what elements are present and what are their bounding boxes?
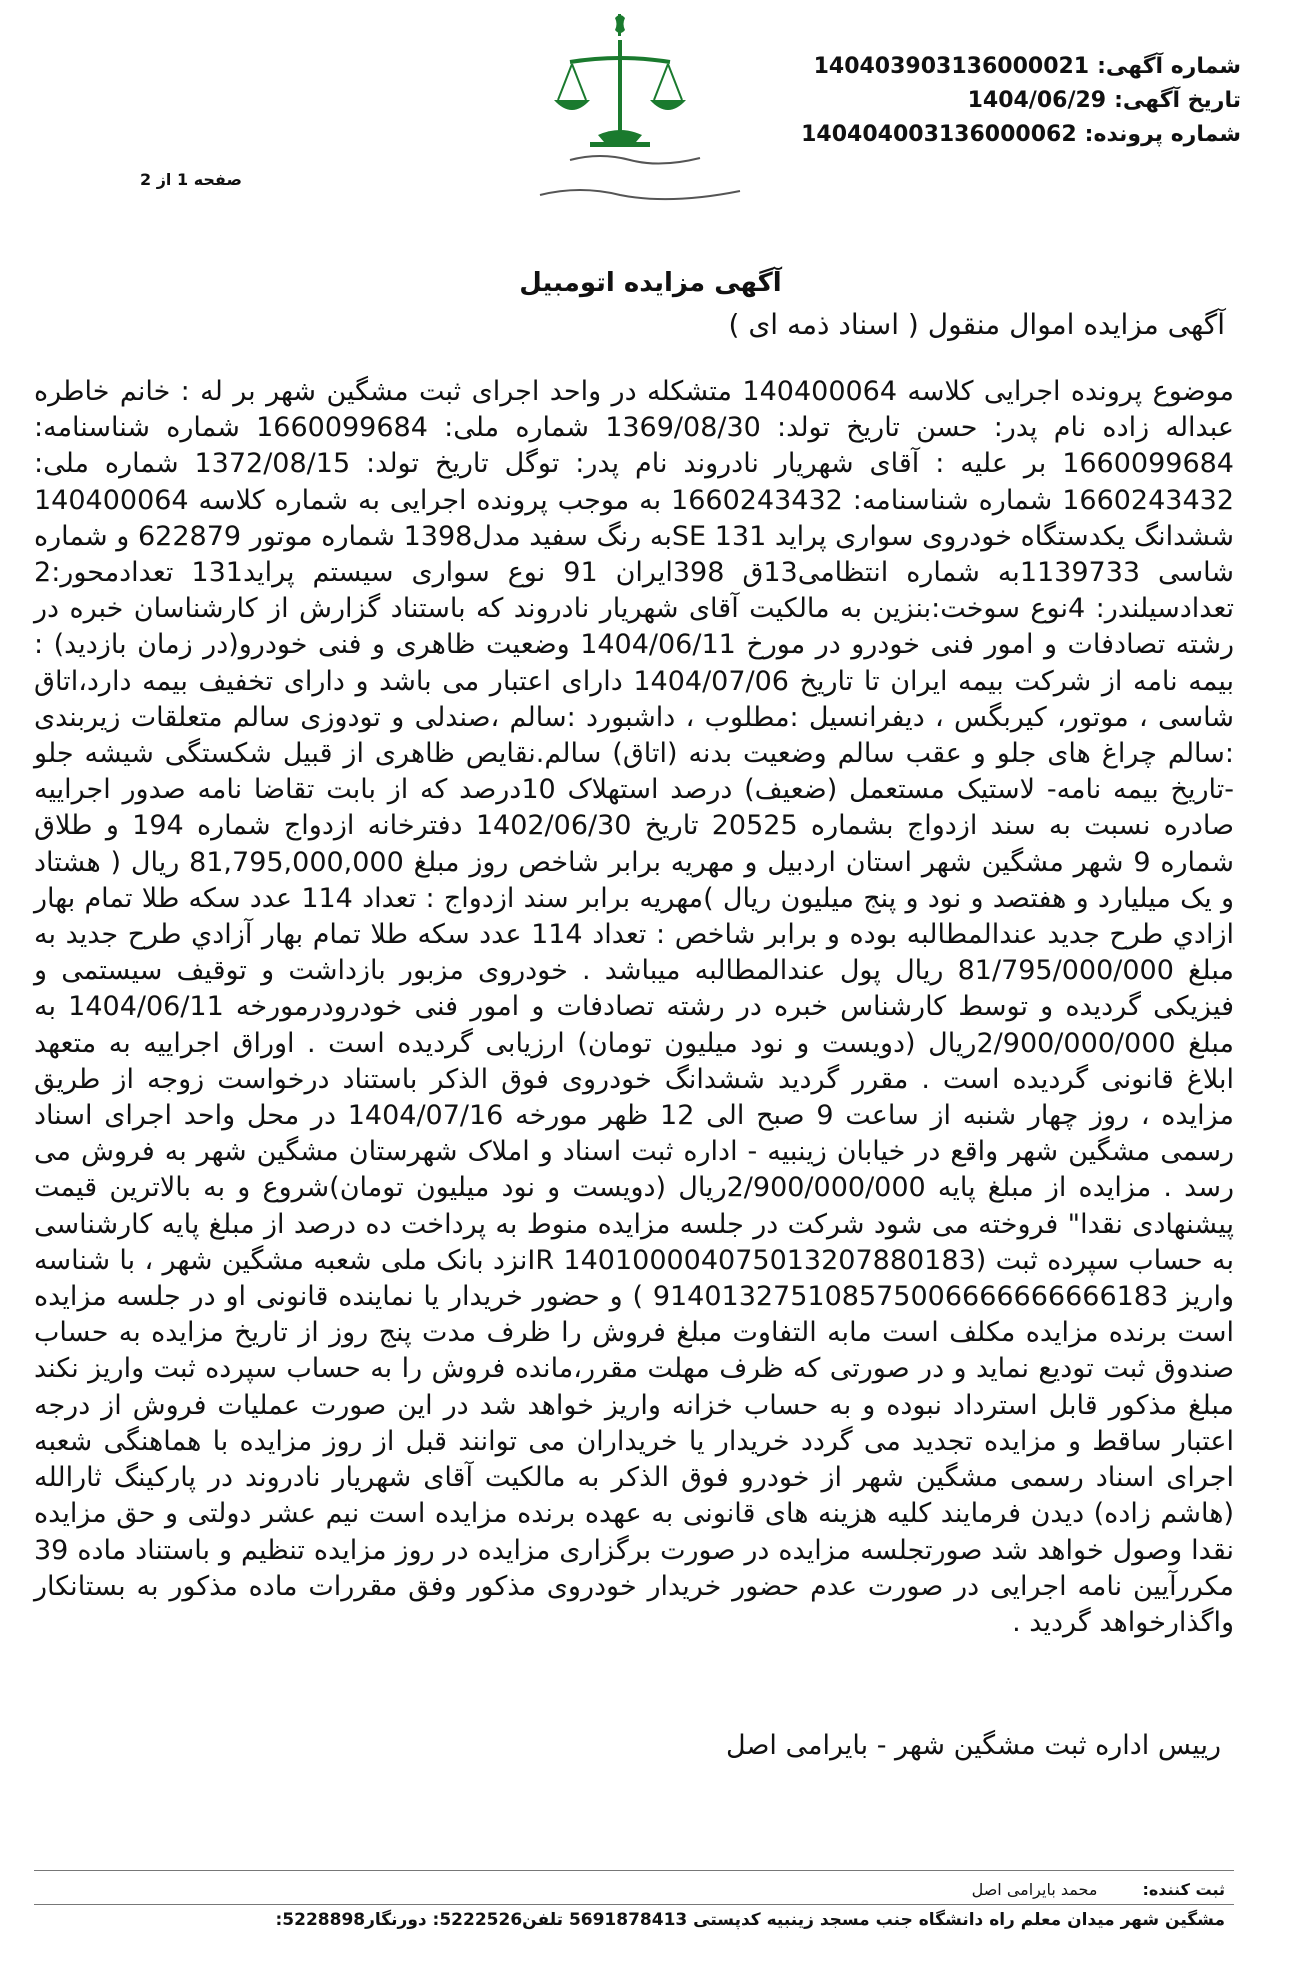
notice-body	[34, 374, 1234, 1641]
notice-date: 1404/06/29	[967, 88, 1107, 113]
signer-line: رییس اداره ثبت مشگین شهر - بایرامی اصل	[726, 1730, 1221, 1761]
registrar-name: محمد بایرامی اصل	[971, 1880, 1098, 1899]
case-number-row	[781, 118, 1241, 152]
page-title: آگهی مزایده اتومبیل	[519, 268, 782, 298]
judiciary-emblem-icon	[530, 10, 760, 210]
case-number-label: شماره پرونده:	[1084, 122, 1241, 147]
notice-number: 140403903136000021	[813, 54, 1090, 79]
notice-date-row	[781, 84, 1241, 118]
notice-meta	[781, 50, 1241, 152]
footer-divider-2	[34, 1904, 1234, 1905]
body-paragraph: موضوع پرونده اجرایی کلاسه 140400064 متشکله در واحد اجرای ثبت مشگین شهر بر له : خانم خاطره عبداله زاده نام پدر: حسن تاریخ تولد: 1369/08/30 شماره ملی: 1660099684 شماره شناسنامه: 1660099684 بر علیه : آقای شهریار نادروند نام پدر: توگل تاریخ تولد: 1372/08/15 شماره ملی: 1660243432 شماره شناسنامه: 1660243432 به موجب پرونده اجرایی به شماره کلاسه 140400064 ششدانگ یکدستگاه خودروی سواری پراید SE 131به رنگ سفید مدل1398 شماره موتور 622879 و شماره شاسی 1139733به شماره انتظامی13ق 398ایران 91 نوع سواری سیستم پراید131 تعدادمحور:2 تعدادسیلندر: 4نوع سوخت:بنزین به مالکیت آقای شهریار نادروند که باستناد گزارش از کارشناسان خبره در رشته تصادفات و امور فنی خودرو در مورخ 1404/06/11 وضعیت ظاهری و فنی خودرو(در زمان بازدید) : بیمه نامه از شرکت بیمه ایران تا تاریخ 1404/07/06 دارای اعتبار می باشد و دارای تخفیف بیمه دارد،اتاق شاسی ، موتور، کیربگس ، دیفرانسیل :مطلوب ، داشبورد :سالم ،صندلی و تودوزی سالم متعلقات زیربندی :سالم چراغ های جلو و عقب سالم وضعیت بدنه (اتاق) سالم.نقایص ظاهری از قبیل شکستگی شیشه جلو -تاریخ بیمه نامه- لاستیک مستعمل (ضعیف) درصد استهلاک 10درصد که از بابت تقاضا نامه صدور اجراییه صادره نسبت به سند ازدواج بشماره 20525 تاریخ 1402/06/30 دفترخانه ازدواج شماره 194 و طلاق شماره 9 شهر مشگین شهر استان اردبیل و مهریه برابر شاخص روز مبلغ 81,795,000,000 ریال ( هشتاد و یک میلیارد و هفتصد و نود و پنج میلیون ریال )مهریه برابر سند ازدواج : تعداد 114 عدد سکه طلا تمام بهار ازادي طرح جديد عندالمطالبه بوده و برابر شاخص : تعداد 114 عدد سکه طلا تمام بهار آزادي طرح جديد به مبلغ 81/795/000/000 ریال پول عندالمطالبه میباشد . خودروی مزبور بازداشت و توقیف سیستمی و فیزیکی گردیده و توسط کارشناس خبره در رشته تصادفات و امور فنی خودرودرمورخه 1404/06/11 به مبلغ 2/900/000/000ریال (دویست و نود میلیون تومان) ارزیابی گردیده است . اوراق اجراییه به متعهد ابلاغ قانونی گردیده است . مقرر گردید ششدانگ خودروی فوق الذکر باستناد درخواست زوجه از طریق مزایده ، روز چهار شنبه از ساعت 9 صبح الی 12 ظهر مورخه 1404/07/16 در محل واحد اجرای اسناد رسمی مشگین شهر واقع در خیابان زینبیه - اداره ثبت اسناد و املاک شهرستان مشگین شهر به فروش می رسد . مزایده از مبلغ پایه 2/900/000/000ریال (دویست و نود میلیون تومان)شروع و به بالاترین قیمت پیشنهادی نقدا" فروخته می شود شرکت در جلسه مزایده منوط به پرداخت ده درصد از مبلغ پایه کارشناسی به حساب سپرده ثبت (IR 140100004075013207880183نزد بانک ملی شعبه مشگین شهر ، با شناسه واریز 914013275108575006666666666183 ) و حضور خریدار یا نماینده قانونی او در جلسه مزایده است برنده مزایده مکلف است مابه التفاوت مبلغ فروش را ظرف مدت پنج روز از تاریخ مزایده به حساب صندوق ثبت تودیع نماید و در صورتی که ظرف مهلت مقرر،مانده فروش را به حساب سپرده ثبت واریز نکند مبلغ مذکور قابل استرداد نبوده و به حساب خزانه واریز خواهد شد در این صورت عملیات فروش از درجه اعتبار ساقط و مزایده تجدید می گردد خریدار یا خریداران می توانند قبل از روز مزایده با هماهنگی شعبه اجرای اسناد رسمی مشگین شهر از خودرو فوق الذکر به مالکیت آقای شهریار نادروند در پارکینگ ثارالله (هاشم زاده) دیدن فرمایند کلیه هزینه های قانونی به عهده برنده مزایده است نیم عشر دولتی و حق مزایده نقدا وصول خواهد شد صورتجلسه مزایده در صورت برگزاری مزایده در روز مزایده تنظیم و باستناد ماده 39 مکررآیین نامه اجرایی در صورت عدم حضور خریدار خودروی مذکور وفق مقررات ماده مذکور به بستانکار واگذارخواهد گردید .	[34, 376, 1235, 1638]
subtitle: آگهی مزایده اموال منقول ( اسناد ذمه ای )	[728, 308, 1225, 341]
registrar-label: ثبت کننده:	[1142, 1880, 1225, 1899]
notice-number-row	[781, 50, 1241, 84]
notice-number-label: شماره آگهی:	[1097, 54, 1241, 79]
case-number: 140404003136000062	[801, 122, 1077, 147]
office-address: مشگین شهر میدان معلم راه دانشگاه جنب مسجد زینبیه کدپستی 5691878413 تلفن5222526: دورنگار5228898:	[275, 1910, 1225, 1930]
page-indicator: صفحه 1 از 2	[140, 170, 242, 189]
notice-date-label: تاریخ آگهی:	[1114, 88, 1241, 113]
footer-divider	[34, 1870, 1234, 1871]
registrar-line	[972, 1880, 1225, 1899]
